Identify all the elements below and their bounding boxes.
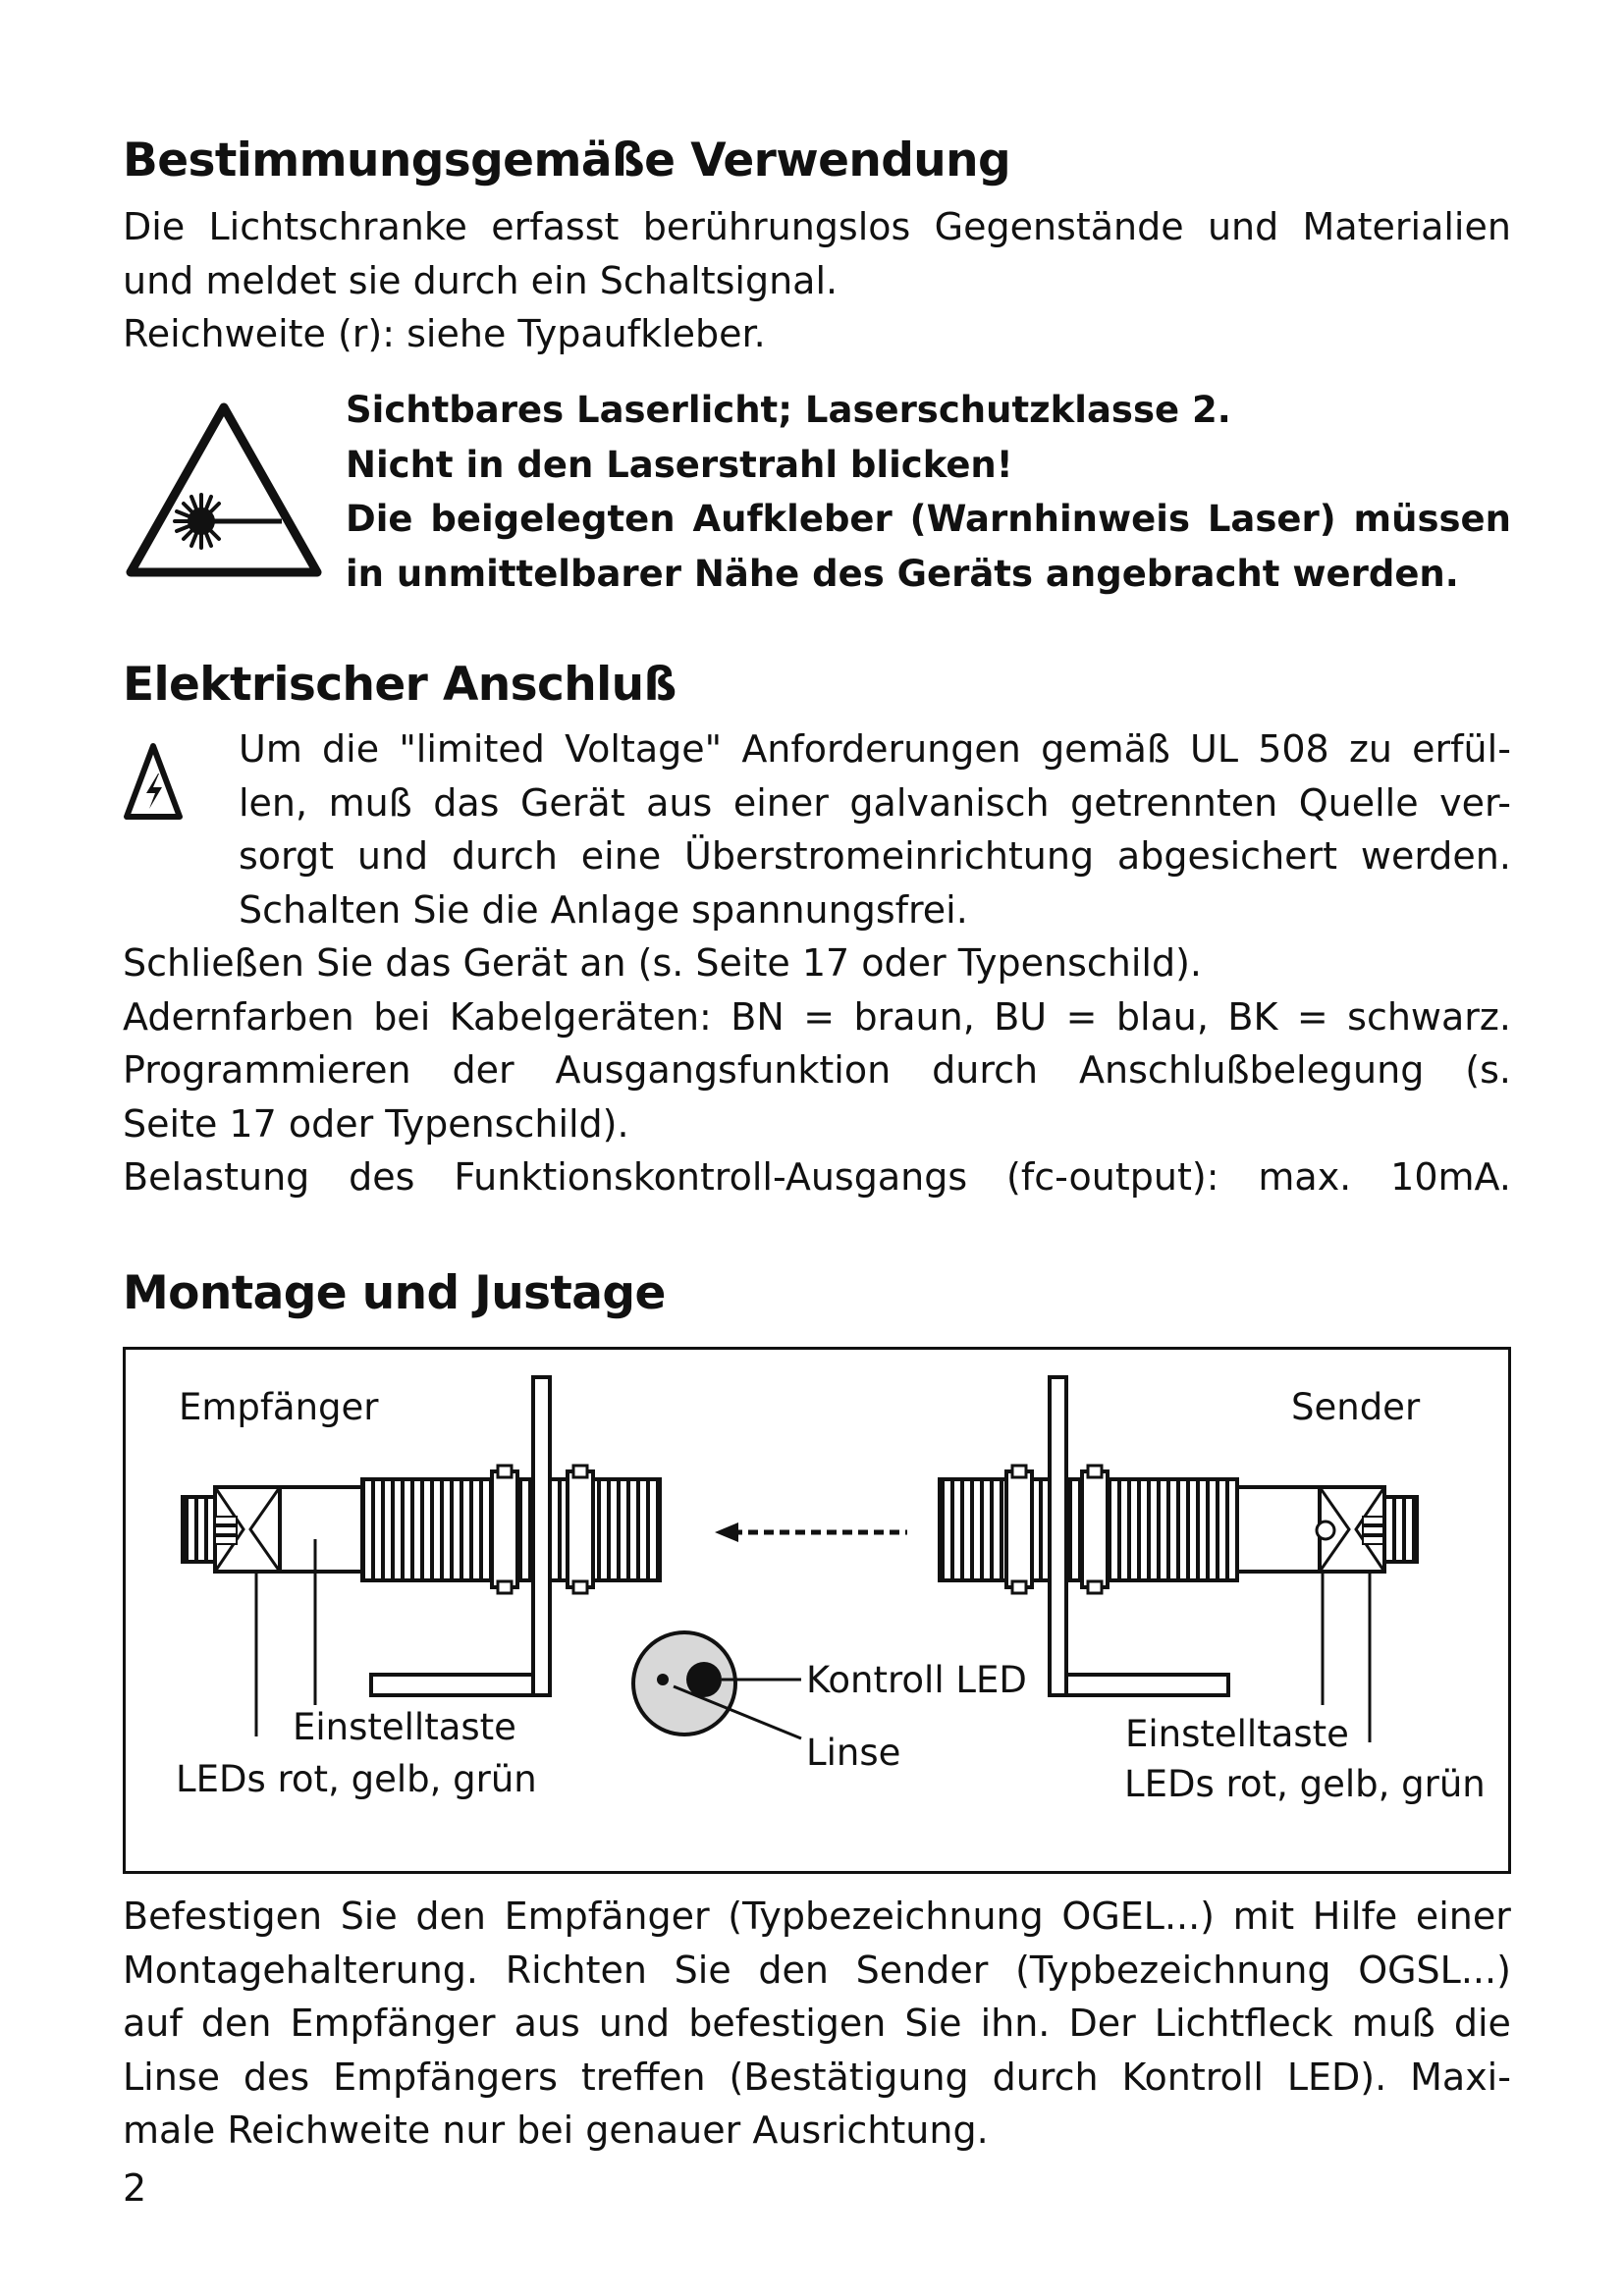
warning-line: Die beigelegten Aufkleber (Warnhinweis Laser) müssen — [346, 498, 1511, 540]
warning-line: Nicht in den Laserstrahl blicken! — [346, 443, 1013, 486]
text-line: Reichweite (r): siehe Typaufkleber. — [123, 312, 766, 355]
warning-line: Sichtbares Laserlicht; Laserschutzklasse 2. — [346, 389, 1231, 431]
text-line: male Reichweite nur bei genauer Ausrichtung. — [123, 2109, 989, 2152]
left-adjust-button-label: Einstelltaste — [293, 1706, 516, 1748]
beam-direction-arrow — [715, 1522, 907, 1542]
receiver-label: Empfänger — [179, 1386, 379, 1428]
text-line: Programmieren der Ausgangsfunktion durch Anschlußbelegung (s. — [123, 1048, 1511, 1092]
text-line: auf den Empfänger aus und befestigen Sie ihn. Der Lichtfleck muß die — [123, 2002, 1511, 2045]
text-line: Adernfarben bei Kabelgeräten: BN = braun, BU = blau, BK = schwarz. — [123, 994, 1511, 1039]
section-title-electrical-connection: Elektrischer Anschluß — [123, 658, 677, 712]
laser-warning-icon — [123, 400, 325, 582]
text-line: Um die "limited Voltage" Anforderungen gemäß UL 508 zu erfül- — [239, 727, 1511, 771]
receiver-sensor — [183, 1377, 660, 1736]
page-number: 2 — [123, 2166, 147, 2210]
intended-use-text — [123, 200, 1511, 361]
document-page — [123, 0, 1511, 2296]
control-led-label: Kontroll LED — [806, 1659, 1027, 1701]
sender-label: Sender — [1291, 1386, 1421, 1428]
laser-warning-text — [346, 383, 1511, 601]
connection-instructions — [123, 936, 1511, 1204]
text-line: Schließen Sie das Gerät an (s. Seite 17 oder Typenschild). — [123, 941, 1203, 985]
text-line: len, muß das Gerät aus einer galvanisch getrennten Quelle ver- — [239, 780, 1511, 825]
right-adjust-button-label: Einstelltaste — [1125, 1713, 1349, 1755]
electrical-hazard-icon — [123, 738, 184, 823]
text-line: Linse des Empfängers treffen (Bestätigung durch Kontroll LED). Maxi- — [123, 2055, 1511, 2099]
section-title-intended-use: Bestimmungsgemäße Verwendung — [123, 133, 1011, 187]
mounting-diagram — [123, 1347, 1511, 1874]
section-title-mounting-adjustment: Montage und Justage — [123, 1266, 666, 1320]
warning-line: in unmittelbarer Nähe des Geräts angebracht werden. — [346, 552, 1459, 595]
mounting-instructions — [123, 1890, 1511, 2158]
text-line: Schalten Sie die Anlage spannungsfrei. — [239, 887, 968, 932]
left-leds-label: LEDs rot, gelb, grün — [176, 1758, 537, 1800]
text-line: Belastung des Funktionskontroll-Ausgangs (fc-output): max. 10mA. — [123, 1155, 1511, 1199]
lens-label: Linse — [806, 1732, 901, 1774]
text-line: und meldet sie durch ein Schaltsignal. — [123, 258, 839, 302]
lens-detail — [633, 1632, 801, 1738]
right-leds-label: LEDs rot, gelb, grün — [1124, 1763, 1486, 1805]
voltage-warning-text — [239, 722, 1511, 936]
text-line: Die Lichtschranke erfasst berührungslos Gegenstände und Materialien — [123, 205, 1511, 248]
text-line: Montagehalterung. Richten Sie den Sender (Typbezeichnung OGSL...) — [123, 1948, 1511, 1992]
text-line: Seite 17 oder Typenschild). — [123, 1101, 629, 1146]
text-line: sorgt und durch eine Überstromeinrichtung abgesichert werden. — [239, 834, 1511, 878]
text-line: Befestigen Sie den Empfänger (Typbezeichnung OGEL...) mit Hilfe einer — [123, 1895, 1511, 1938]
